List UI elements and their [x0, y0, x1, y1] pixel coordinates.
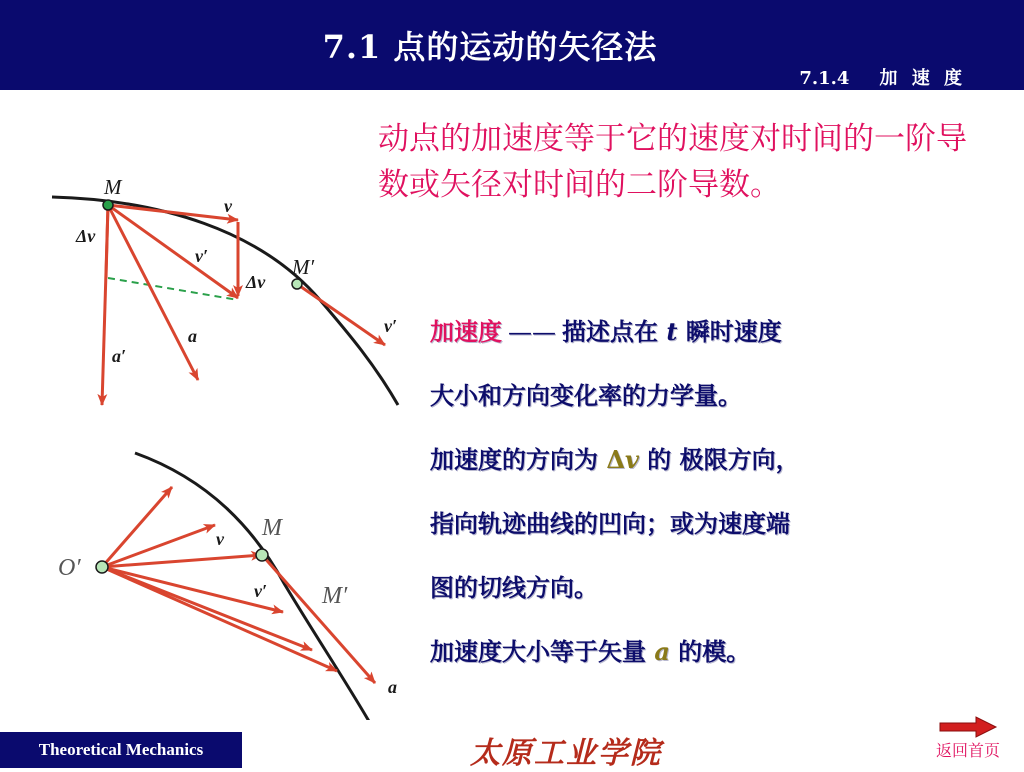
section-number: 7.1.4 [799, 68, 850, 89]
label-a: a [188, 326, 197, 346]
line1-text-b: 瞬时速度 [685, 317, 782, 346]
home-link[interactable] [918, 716, 1018, 766]
label-M-prime-hodograph: M′ [322, 583, 348, 609]
figure-hodograph [40, 445, 420, 720]
explanation-line-6 [430, 628, 990, 692]
line6-text-a: 加速度大小等于矢量 [430, 637, 646, 666]
label-v-prime-hodograph: v′ [254, 581, 268, 601]
point-M [103, 200, 113, 210]
slide-title: 7.1 点的运动的矢径法 [322, 28, 658, 66]
label-O-prime: O′ [58, 555, 81, 581]
explanation-line-4: 指向轨迹曲线的凹向；或为速度端 [430, 509, 790, 538]
explanation-line-5: 图的切线方向。 [430, 573, 598, 602]
symbol-a: a [654, 637, 670, 666]
explanation-block [430, 308, 990, 692]
label-M: M [104, 175, 122, 199]
symbol-delta: Δ [606, 445, 625, 474]
section-title: 加 速 度 [879, 68, 966, 89]
point-M-hodograph [256, 549, 268, 561]
label-M-hodograph: M [262, 515, 282, 541]
vector-v-prime-at-M-prime [297, 284, 385, 345]
hodograph-vector [102, 567, 337, 671]
point-O-prime [96, 561, 108, 573]
label-v-hodograph: v [216, 529, 224, 549]
figure-velocity-increment [40, 170, 410, 420]
explanation-line-3 [430, 436, 990, 500]
term-acceleration: 加速度 [430, 317, 502, 346]
line3-text-b: 的 极限方向， [647, 445, 800, 474]
symbol-t: t [666, 317, 678, 346]
line1-text-a: 描述点在 [562, 317, 658, 346]
home-link-label[interactable]: 返回首页 [935, 741, 1000, 760]
dashed-chord [108, 278, 238, 300]
label-a-prime: a′ [112, 346, 127, 366]
label-delta-v-left: Δv [76, 226, 96, 246]
line6-text-b: 的模。 [678, 637, 751, 666]
section-heading [799, 64, 966, 90]
vector-a-prime [102, 205, 108, 405]
label-v: v [224, 196, 232, 216]
point-M-prime [292, 279, 302, 289]
university-logo: 太原工业学院 [470, 736, 662, 771]
explanation-line-2: 大小和方向变化率的力学量。 [430, 381, 742, 410]
symbol-v: v [624, 445, 639, 474]
label-v-prime: v′ [195, 246, 209, 266]
line3-text-a: 加速度的方向为 [430, 445, 598, 474]
course-label: Theoretical Mechanics [0, 732, 242, 768]
definition-text: 动点的加速度等于它的速度对时间的一阶导数或矢径对时间的二阶导数。 [378, 121, 967, 203]
label-delta-v-right: Δv [246, 272, 266, 292]
label-v-prime-right: v′ [384, 316, 398, 336]
arrow-right-icon [938, 716, 998, 738]
em-dash: —— [508, 318, 556, 346]
label-a-hodograph: a [388, 677, 397, 697]
explanation-line-1 [430, 308, 990, 372]
label-M-prime: M′ [292, 255, 315, 279]
